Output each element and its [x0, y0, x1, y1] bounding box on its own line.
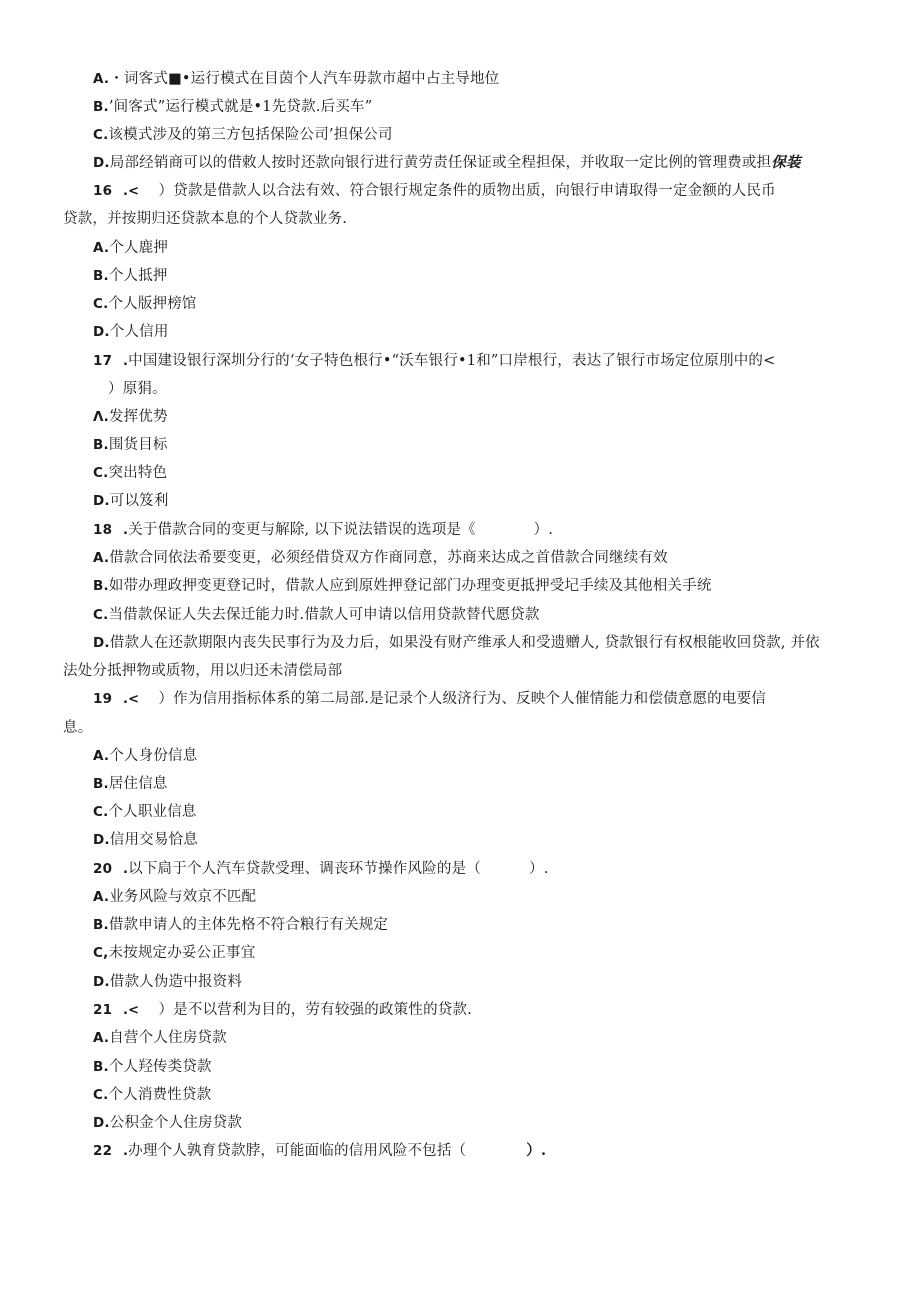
question-text: ）原狷。	[108, 381, 167, 397]
option-text: 借款人在还款期限内丧失民事行为及力后，如果没有财产维承人和受遗赠人, 贷款银行有权根能收回贷款, 并依	[109, 635, 820, 651]
question-18	[93, 520, 553, 541]
option-letter: A.	[93, 240, 110, 256]
option-d	[93, 153, 801, 173]
option-d	[93, 1113, 242, 1133]
option-c	[93, 294, 197, 314]
option-letter: B.	[93, 776, 109, 792]
question-16	[93, 181, 776, 202]
option-letter: C.	[93, 296, 109, 312]
option-text: 发挥优势	[108, 409, 168, 425]
option-letter: B.	[93, 268, 109, 284]
question-21	[93, 1000, 472, 1021]
option-text: 自营个人住房贷款	[109, 1030, 227, 1046]
option-letter: A.	[93, 748, 110, 764]
option-text: 可以笈利	[109, 493, 169, 509]
option-c	[93, 125, 393, 145]
option-letter: D.	[93, 832, 110, 848]
option-text: 公积金个人住房贷款	[109, 1115, 243, 1131]
option-letter: D.	[93, 155, 110, 171]
question-text: ）作为信用指标体系的第二局部.是记录个人级济行为、反映个人催情能力和偿债意愿的电要信	[139, 691, 766, 707]
option-b	[93, 774, 168, 794]
question-prefix: .<	[123, 184, 140, 199]
option-letter: D.	[93, 1115, 110, 1131]
option-letter: C.	[93, 465, 109, 481]
option-letter: A.	[93, 889, 110, 905]
option-a	[93, 1028, 227, 1048]
question-17-continued	[108, 379, 167, 399]
question-19	[93, 689, 766, 710]
question-16-continued	[63, 209, 347, 229]
option-letter: A.	[93, 550, 110, 566]
question-number: 22	[93, 1143, 113, 1159]
option-text: ’间客式”运行模式就是•1先贷款.后买车”	[108, 99, 373, 115]
question-prefix: .	[123, 354, 129, 369]
option-d	[93, 633, 820, 653]
option-letter: C.	[93, 1087, 109, 1103]
question-prefix: .<	[123, 1003, 140, 1018]
option-b	[93, 266, 168, 286]
option-text: 局部经销商可以的借敕人按时还款向银行进行黄劳责任保证或全程担保，并收取一定比例的管理费或担	[109, 155, 772, 171]
option-b	[93, 97, 372, 117]
question-text: 关于借款合同的变更与解除, 以下说法错误的选项是《 ）.	[128, 522, 554, 538]
option-c	[93, 802, 197, 822]
option-c	[93, 943, 255, 963]
option-letter: A.	[93, 1030, 110, 1046]
option-c	[93, 1085, 211, 1105]
option-letter: B.	[93, 99, 109, 115]
option-c	[93, 605, 540, 625]
option-text: 借款申请人的主体先格不符合粮行有关规定	[108, 917, 389, 933]
option-text: 如带办理政押变更登记时，借款人应到原姓押登记部门办理变更抵押受圮手续及其他相关手统	[108, 578, 712, 594]
option-c	[93, 463, 167, 483]
option-letter: D.	[93, 635, 110, 651]
option-b	[93, 915, 388, 935]
option-letter: B.	[93, 578, 109, 594]
question-text: 以下扃于个人汽车贷款受理、调丧环节操作风险的是（ ）.	[128, 861, 549, 877]
option-a	[93, 407, 168, 427]
option-a	[93, 746, 197, 766]
option-letter: C.	[93, 804, 109, 820]
question-number: 20	[93, 861, 113, 877]
option-text: 个人消费性贷款	[108, 1087, 212, 1103]
option-text: 该模式涉及的第三方包括保险公司’担保公司	[108, 127, 393, 143]
option-a	[93, 548, 668, 568]
option-d	[93, 491, 169, 511]
question-text: 中国建设银行深圳分行的‘女子特色根行•“沃车银行•1和”口岸根行，表达了银行市场定位原刖中的<	[128, 353, 776, 369]
option-text: 借款人伪造中报资料	[109, 974, 243, 990]
option-letter: D.	[93, 974, 110, 990]
question-17	[93, 351, 775, 372]
question-number: 16	[93, 183, 113, 199]
question-prefix: .	[123, 523, 129, 538]
question-text-tail: ）.	[526, 1142, 547, 1159]
option-a	[93, 69, 499, 89]
question-text: 办理个人孰育贷款脖，可能面临的信用风险不包括（	[128, 1143, 467, 1159]
option-text: 居住信息	[108, 776, 168, 792]
option-letter: D.	[93, 324, 110, 340]
option-letter: C.	[93, 607, 109, 623]
option-text: 当借款保证人失去保迁能力时.借款人可申请以信用贷款替代愿贷款	[108, 607, 540, 623]
question-prefix: .	[123, 1144, 129, 1159]
option-letter: B.	[93, 437, 109, 453]
option-text: 突出特色	[108, 465, 168, 481]
option-text: 业务风险与效京不匹配	[109, 889, 257, 905]
question-number: 21	[93, 1002, 113, 1018]
question-number: 17	[93, 353, 113, 369]
question-text: ）是不以营利为目的，劳有较强的政策性的贷款.	[139, 1002, 472, 1018]
option-letter: B.	[93, 917, 109, 933]
option-letter: A.	[93, 71, 110, 87]
option-text: 借款合同依法希要变更，必须经借贷双方作商同意，苏商来达成之首借款合同继续有效	[109, 550, 668, 566]
option-d	[93, 972, 242, 992]
question-22	[93, 1141, 546, 1162]
question-19-continued	[63, 718, 92, 738]
option-text: 信用交易恰息	[109, 832, 198, 848]
option-letter: C.	[93, 127, 109, 143]
option-text: 未按规定办妥公正事宜	[108, 945, 256, 961]
option-text: 个人身份信息	[109, 748, 198, 764]
option-letter: Λ.	[93, 409, 109, 425]
option-d-continued	[63, 661, 342, 681]
option-text: 个人信用	[109, 324, 169, 340]
question-number: 19	[93, 691, 113, 707]
option-b	[93, 1057, 212, 1077]
option-letter: D.	[93, 493, 110, 509]
question-text: 息。	[63, 720, 93, 736]
question-number: 18	[93, 522, 113, 538]
option-text-tail: 保装	[771, 154, 801, 171]
option-letter: C,	[93, 945, 109, 961]
question-20	[93, 859, 549, 880]
option-text: 个人鹿押	[109, 240, 169, 256]
option-d	[93, 322, 169, 342]
option-b	[93, 435, 168, 455]
option-text: 个人羟传类贷款	[108, 1059, 212, 1075]
option-text: 个人职业信息	[108, 804, 197, 820]
question-text: ）贷款是借款人以合法有效、符合银行规定条件的质物出质，向银行申请取得一定金额的人民币	[139, 183, 776, 199]
option-text: 个人抵押	[108, 268, 168, 284]
option-letter: B.	[93, 1059, 109, 1075]
question-prefix: .<	[123, 692, 140, 707]
option-a	[93, 238, 168, 258]
option-text: ・词客式■•运行模式在目茵个人汽车毋款市超中占主导地位	[109, 71, 500, 87]
option-b	[93, 576, 712, 596]
option-text: 个人版押榜馆	[108, 296, 197, 312]
question-text: 贷款，并按期归还贷款本息的个人贷款业务.	[63, 211, 348, 227]
option-text: 法处分抵押物或质物，用以归还未清偿局部	[63, 663, 343, 679]
option-d	[93, 830, 198, 850]
question-prefix: .	[123, 862, 129, 877]
option-text: 围货目标	[108, 437, 168, 453]
option-a	[93, 887, 256, 907]
